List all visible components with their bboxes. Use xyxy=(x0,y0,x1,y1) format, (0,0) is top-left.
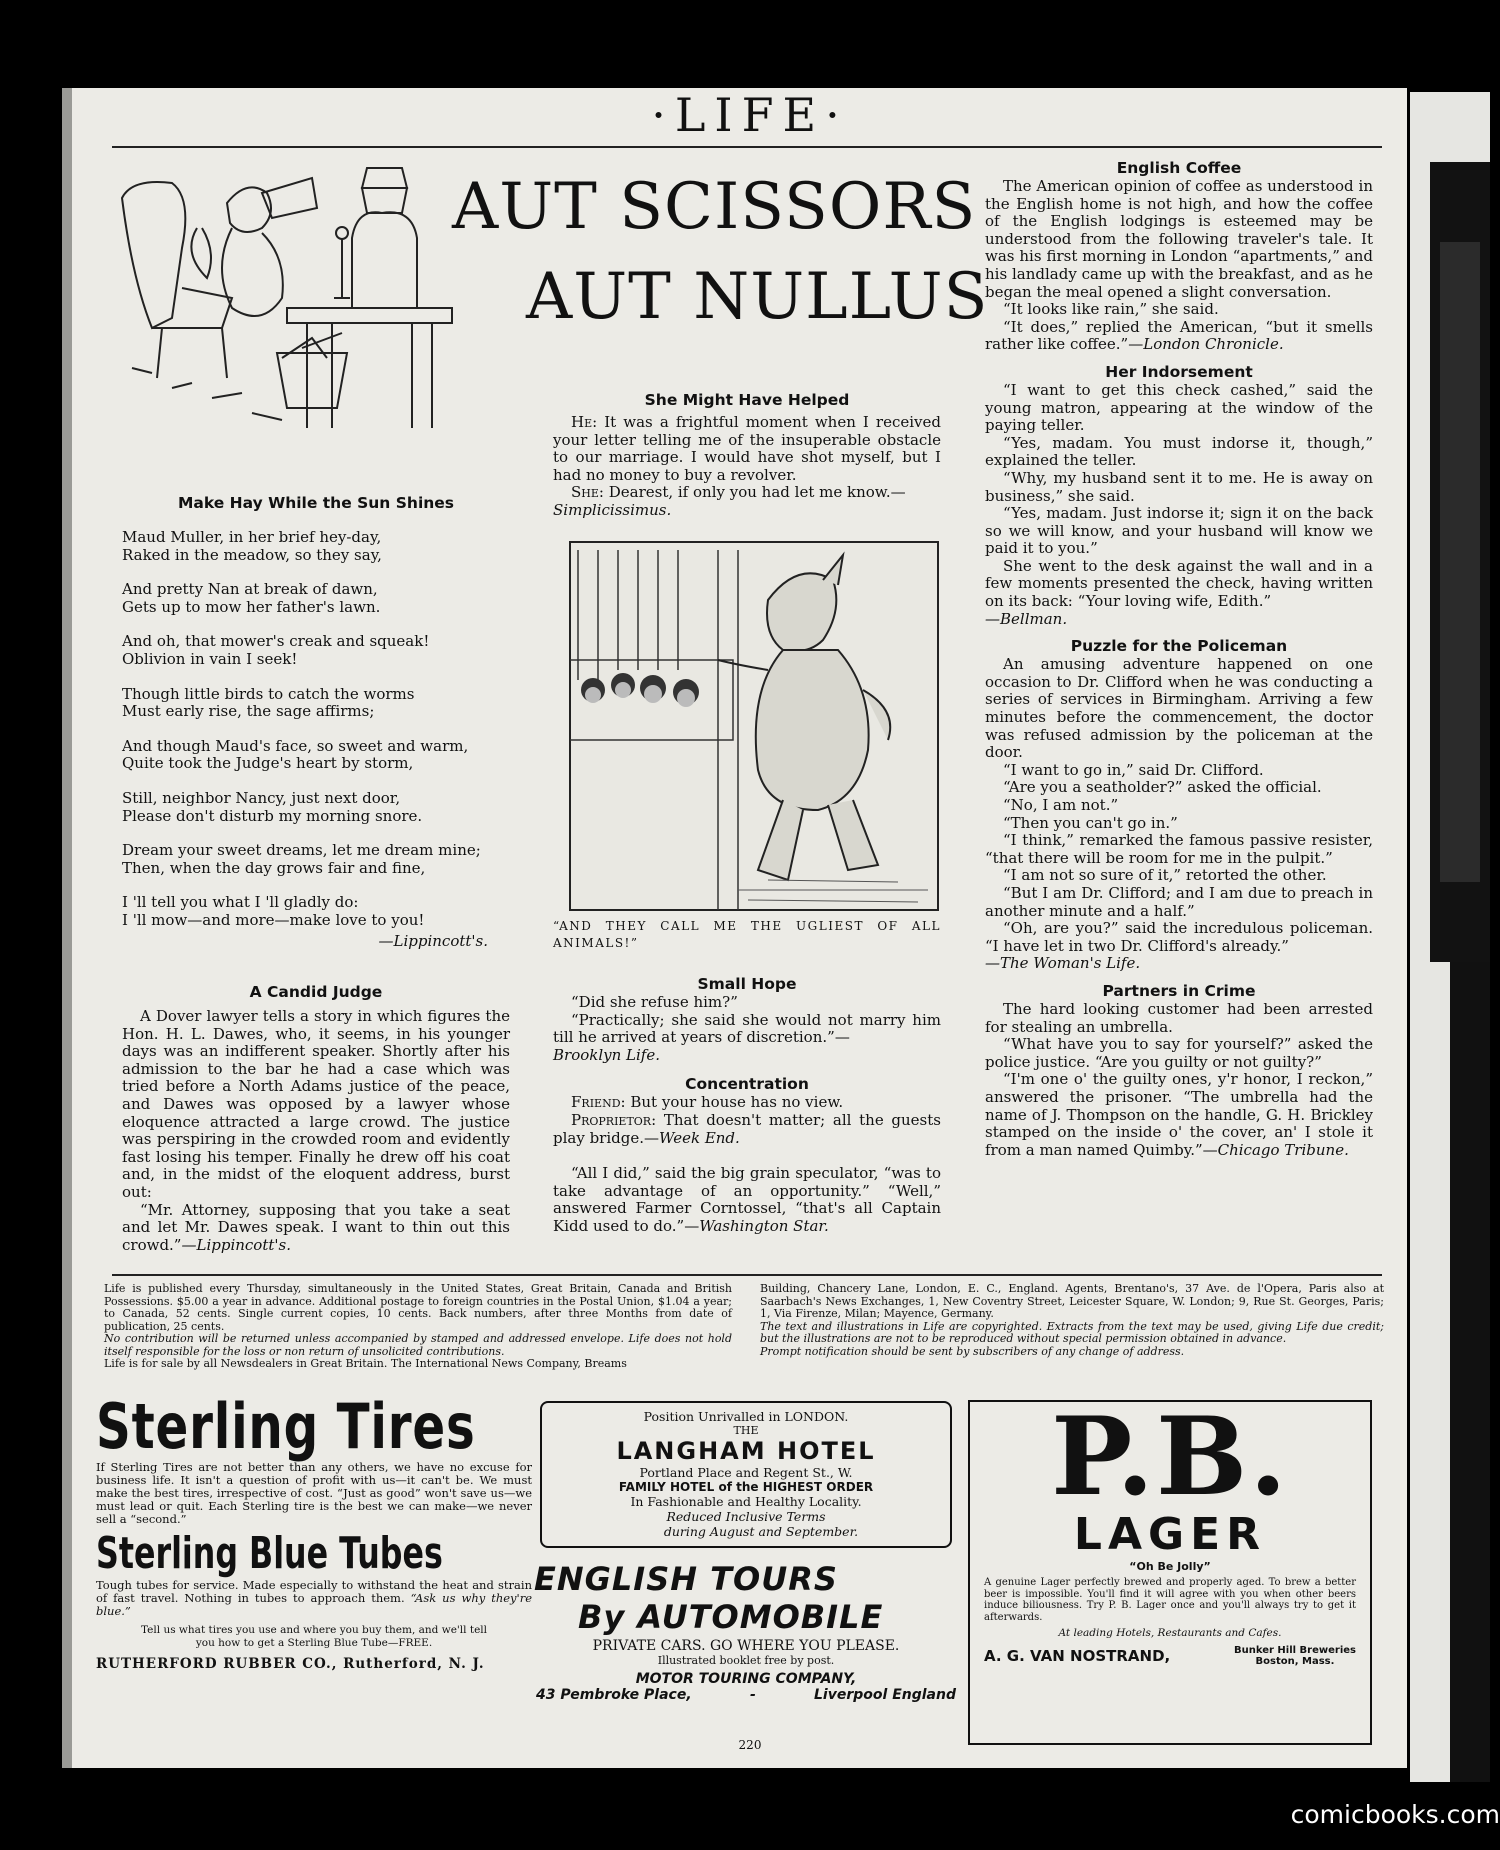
poem-stanza xyxy=(122,842,510,877)
column-middle-lower xyxy=(553,918,941,1236)
indorse-p3: “Why, my husband sent it to me. He is away on business,” she said. xyxy=(985,468,1373,505)
coffee-heading: English Coffee xyxy=(1116,159,1242,177)
conc-friend: Friend: But your house has no view. xyxy=(571,1093,844,1112)
police-p1: An amusing adventure happened on one occasion to Dr. Clifford when he was conducting a series of services in Birmingham. Arriving a few minutes before the commencement, the doctor was refused admission by the policeman at the door. xyxy=(985,655,1373,762)
imprint-rule xyxy=(112,1274,1382,1276)
poem-stanza xyxy=(122,738,510,773)
adjacent-page-dark-block-lower xyxy=(1450,962,1490,1782)
indorse-p2: “Yes, madam. You must indorse it, though,” explained the teller. xyxy=(985,433,1373,470)
conc-proprietor: Proprietor: That doesn't matter; all the guests play bridge.—Week End. xyxy=(553,1110,941,1147)
police-p5: “Then you can't go in.” xyxy=(1003,813,1178,832)
sterling-offer: Tell us what tires you use and where you buy them, and we'll tell you how to get a Sterling Blue Tube—FREE. xyxy=(140,1624,488,1649)
desk-top xyxy=(287,308,452,323)
poem-line: Must early rise, the sage affirms; xyxy=(122,702,375,721)
column-right xyxy=(985,158,1373,1159)
police-p7: “I am not so sure of it,” retorted the other. xyxy=(1003,866,1327,885)
crime-p3: “I'm one o' the guilty ones, y'r honor, I reckon,” answered the prisoner. “The umbrella had the name of J. Thompson on the handle, G. H. Brickley stamped on the inside o' the cover, an' I stole it from a man named Quimby.”—Chicago Tribune. xyxy=(985,1070,1373,1159)
poem-line: Please don't disturb my morning snore. xyxy=(122,806,423,825)
desk-stack xyxy=(362,188,407,213)
indorse-p1: “I want to get this check cashed,” said the young matron, appearing at the window of the paying teller. xyxy=(985,380,1373,435)
cherub-desk-illustration xyxy=(112,158,467,433)
poem-line: I 'll tell you what I 'll gladly do: xyxy=(122,893,359,912)
poem-line: And oh, that mower's creak and squeak! xyxy=(122,632,430,651)
hope-p2: “Practically; she said she would not marry him till he arrived at years of discretion.”— xyxy=(553,1010,941,1047)
lager-maker: A. G. VAN NOSTRAND, Bunker Hill Breweries Boston, Mass. xyxy=(984,1645,1356,1667)
police-source: —The Woman's Life. xyxy=(985,954,1141,973)
hope-p1: “Did she refuse him?” xyxy=(571,993,738,1011)
poem-line: Quite took the Judge's heart by storm, xyxy=(122,754,414,773)
langham-hotel-ad: Position Unrivalled in LONDON. THE LANGHAM HOTEL Portland Place and Regent St., W. FAMILY HOTEL of the HIGHEST ORDER In Fashionable and Healthy Locality. Reduced Inclusive Terms during August and September. xyxy=(540,1401,952,1548)
imprint-right: Building, Chancery Lane, London, E. C., England. Agents, Brentano's, 37 Ave. de l'Opera, Paris also at Saarbach's News Exchanges, 1, New Coventry Street, Leicester Square, W. London; 9, Rue St. Georges, Paris; 1, Via Firenze, Milan; Mayence, Germany. The text and illustrations in Life are copyrighted. Extracts from the text may be used, giving Life due credit; but the illustrations are not to be reproduced without special permission obtained in advance. Prompt notification should be sent by subscribers of any change of address. xyxy=(760,1282,1384,1358)
poem-line: Raked in the meadow, so they say, xyxy=(122,545,382,564)
poem-stanza xyxy=(122,633,510,668)
indorse-source: —Bellman. xyxy=(985,609,1068,628)
judge-quote: “Mr. Attorney, supposing that you take a seat and let Mr. Dawes speak. I want to thin out this crowd.”—Lippincott's. xyxy=(122,1200,510,1254)
poem-line: Oblivion in vain I seek! xyxy=(122,649,298,668)
poem xyxy=(122,529,510,930)
poem-stanza xyxy=(122,894,510,929)
imprint-left: Life is published every Thursday, simultaneously in the United States, Great Britain, Canada and British Possessions. $5.00 a year in advance. Additional postage to foreign countries in the Postal Union, $1.04 a year; to Canada, 52 cents. Single current copies, 10 cents. Back numbers, after three Months from date of publication, 25 cents. No contribution will be returned unless accompanied by stamped and addressed envelope. Life does not hold itself responsible for the loss or non return of unsolicited contributions. Life is for sale by all Newsdealers in Great Britain. The International News Company, Breams xyxy=(104,1282,732,1370)
masthead-rule xyxy=(112,146,1382,148)
police-p4: “No, I am not.” xyxy=(1003,796,1119,814)
roll-top xyxy=(352,212,417,308)
judge-paragraph: A Dover lawyer tells a story in which figures the Hon. H. L. Dawes, who, it seems, in his younger days was an indifferent speaker. Shortly after his admission to the bar he had a case which was tried before a North Adams justice of the peace, and Dawes was opposed by a lawyer whose eloquence attracted a large crowd. The justice was perspiring in the crowded room and evidently fast losing his temper. Finally he drew off his coat and, in the midst of the eloquent address, burst out: xyxy=(122,1007,510,1202)
sterling-tubes-headline: Sterling Blue Tubes xyxy=(96,1528,443,1579)
tours-headline: ENGLISH TOURS xyxy=(534,1560,838,1598)
helped-heading: She Might Have Helped xyxy=(644,391,850,409)
police-p8: “But I am Dr. Clifford; and I am due to preach in another minute and a half.” xyxy=(985,883,1373,920)
english-tours-ad: ENGLISH TOURS By AUTOMOBILE PRIVATE CARS. GO WHERE YOU PLEASE. Illustrated booklet free by post. MOTOR TOURING COMPANY, 43 Pembroke Place, - Liverpool England xyxy=(534,1560,958,1730)
poem-line: I 'll mow—and more—make love to you! xyxy=(122,910,425,929)
poem-stanza xyxy=(122,790,510,825)
feature-title-line1: AUT SCISSORS xyxy=(452,170,977,244)
helped-she: She: Dearest, if only you had let me know.— xyxy=(571,483,906,502)
pb-lager-ad: P.B. LAGER “Oh Be Jolly” A genuine Lager perfectly brewed and properly aged. To brew a better beer is impossible. You'll find it will agree with you when other beers induce biliousness. Try P. B. Lager once and you'll always try to get it afterwards. At leading Hotels, Restaurants and Cafes. A. G. VAN NOSTRAND, Bunker Hill Breweries Boston, Mass. xyxy=(968,1400,1372,1745)
poem-line: Maud Muller, in her brief hey-day, xyxy=(122,528,382,546)
feature-title-line2: AUT NULLUS xyxy=(526,260,989,334)
lager-slogan: “Oh Be Jolly” xyxy=(1129,1560,1211,1573)
poem-stanza xyxy=(122,686,510,721)
letter-paper xyxy=(262,178,317,218)
poem-line: And pretty Nan at break of dawn, xyxy=(122,580,378,599)
police-p2: “I want to go in,” said Dr. Clifford. xyxy=(1003,760,1264,779)
poem-line: Though little birds to catch the worms xyxy=(122,684,415,703)
cherub-wing xyxy=(191,228,211,278)
watermark: comicbooks.com xyxy=(1290,1800,1500,1829)
concentration-heading: Concentration xyxy=(685,1075,809,1094)
crime-heading: Partners in Crime xyxy=(1102,981,1256,1000)
poem-line: Then, when the day grows fair and fine, xyxy=(122,858,426,877)
langham-name: LANGHAM HOTEL xyxy=(616,1437,876,1465)
page-number: 220 xyxy=(738,1738,762,1752)
kidd-paragraph: “All I did,” said the big grain speculator, “was to take advantage of an opportunity.” “Well,” answered Farmer Corntossel, “that's all Captain Kidd used to do.”—Washington Star. xyxy=(553,1164,941,1235)
column-middle xyxy=(553,390,941,520)
sterling-tires-ad xyxy=(96,1390,533,1744)
poem-line: And though Maud's face, so sweet and warm, xyxy=(122,736,469,755)
poem-line: Dream your sweet dreams, let me dream mine; xyxy=(122,841,481,860)
sterling-body: If Sterling Tires are not better than any others, we have no excuse for business life. It isn't a question of profit with us—it can't be. We must make the best tires, irrespective of cost. “Just as good” won't save us—we must lead or quit. Each Sterling tire is the best we can make—we never sell a “second.” xyxy=(96,1460,532,1526)
candlestick-phone xyxy=(334,238,350,298)
coffee-p3: “It does,” replied the American, “but it smells rather like coffee.”—London Chronicle. xyxy=(985,317,1373,354)
poem-stanza xyxy=(122,529,510,564)
poem-stanza xyxy=(122,581,510,616)
indorse-p4: “Yes, madam. Just indorse it; sign it on the back so we will know, and your husband will know we paid it to you.” xyxy=(985,504,1373,558)
hope-source: Brooklyn Life. xyxy=(553,1045,660,1064)
sterling-headline: Sterling Tires xyxy=(96,1390,476,1463)
sterling-company: RUTHERFORD RUBBER CO., Rutherford, N. J. xyxy=(96,1656,485,1672)
pb-logo: P.B. xyxy=(1051,1394,1289,1520)
adjacent-page-strip xyxy=(1410,92,1490,1782)
column-left xyxy=(122,493,510,1254)
indorse-heading: Her Indorsement xyxy=(1105,362,1253,381)
armchair-back xyxy=(122,182,185,328)
poem-heading: Make Hay While the Sun Shines xyxy=(177,494,455,512)
masthead: ·LIFE· xyxy=(651,88,849,142)
helped-he: He: It was a frightful moment when I received your letter telling me of the insuperable obstacle to our marriage. I would have shot myself, but I had no money to buy a revolver. xyxy=(553,413,941,484)
tours-subheadline: By AUTOMOBILE xyxy=(578,1598,884,1636)
poem-line: Gets up to mow her father's lawn. xyxy=(122,597,381,616)
poem-line: Still, neighbor Nancy, just next door, xyxy=(122,788,401,807)
crime-p1: The hard looking customer had been arrested for stealing an umbrella. xyxy=(985,999,1373,1036)
police-p9: “Oh, are you?” said the incredulous policeman. “I have let in two Dr. Clifford's already.” xyxy=(985,919,1373,955)
lager-body: A genuine Lager perfectly brewed and properly aged. To brew a better beer is impossible. You'll find it will agree with you when other beers induce biliousness. Try P. B. Lager once and you'll always try to get it afterwards. xyxy=(984,1577,1356,1623)
cherub-head xyxy=(227,187,271,232)
rhino-illustration xyxy=(568,540,940,912)
coffee-p2: “It looks like rain,” she said. xyxy=(1003,300,1219,319)
sterling-tubes-body: Tough tubes for service. Made especially to withstand the heat and strain of fast travel. Nothing in tubes to approach them. “Ask us why they're blue.” xyxy=(96,1578,533,1618)
adjacent-page-frame xyxy=(1440,242,1480,882)
judge-heading: A Candid Judge xyxy=(249,983,383,1002)
hope-heading: Small Hope xyxy=(697,975,797,993)
police-heading: Puzzle for the Policeman xyxy=(1070,637,1288,656)
poem-source: —Lippincott's. xyxy=(378,931,488,950)
crime-p2: “What have you to say for yourself?” asked the police justice. “Are you guilty or not guilty?” xyxy=(985,1035,1373,1071)
police-p3: “Are you a seatholder?” asked the official. xyxy=(1003,778,1322,797)
wastebasket xyxy=(277,353,347,408)
tours-address: 43 Pembroke Place, - Liverpool England xyxy=(536,1687,956,1703)
police-p6: “I think,” remarked the famous passive resister, “that there will be room for me in the pulpit.” xyxy=(985,831,1373,867)
indorse-p5: She went to the desk against the wall and in a few moments presented the check, having written on its back: “Your loving wife, Edith.” xyxy=(985,556,1373,611)
helped-source: Simplicissimus. xyxy=(553,500,672,519)
coffee-p1: The American opinion of coffee as understood in the English home is not high, and how the coffee of the English lodgings is esteemed may be understood from the following traveler's tale. It was his first morning in London “apartments,” and his landlady came up with the breakfast, and as he began the meal opened a slight conversation. xyxy=(985,177,1373,301)
rhino-caption: “AND THEY CALL ME THE UGLIEST OF ALL ANIMALS!” xyxy=(553,919,941,950)
lager-name: LAGER xyxy=(1073,1509,1267,1560)
